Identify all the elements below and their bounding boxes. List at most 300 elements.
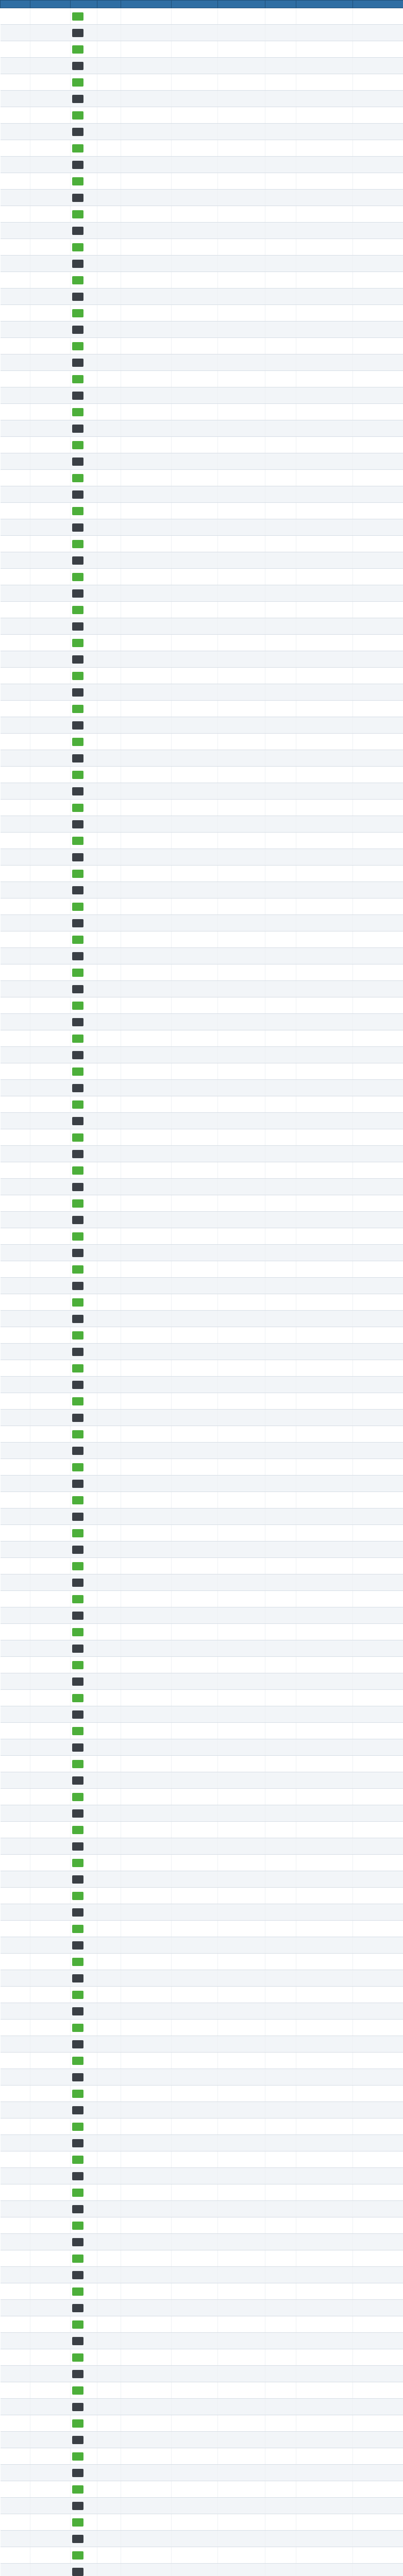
part-thumbnail-icon[interactable] bbox=[72, 2568, 83, 2576]
table-row[interactable] bbox=[1, 223, 403, 239]
table-row[interactable] bbox=[1, 2168, 403, 2184]
table-row[interactable] bbox=[1, 1294, 403, 1311]
part-thumbnail-icon[interactable] bbox=[72, 2222, 83, 2230]
table-row[interactable] bbox=[1, 206, 403, 223]
table-row[interactable] bbox=[1, 420, 403, 437]
part-thumbnail-icon[interactable] bbox=[72, 688, 83, 697]
table-row[interactable] bbox=[1, 1476, 403, 1492]
table-row[interactable] bbox=[1, 58, 403, 74]
part-thumbnail-icon[interactable] bbox=[72, 672, 83, 680]
part-thumbnail-icon[interactable] bbox=[72, 29, 83, 37]
table-row[interactable] bbox=[1, 1080, 403, 1096]
table-row[interactable] bbox=[1, 1377, 403, 1393]
table-row[interactable] bbox=[1, 2102, 403, 2119]
part-thumbnail-icon[interactable] bbox=[72, 1793, 83, 1801]
part-thumbnail-icon[interactable] bbox=[72, 540, 83, 548]
table-row[interactable] bbox=[1, 289, 403, 305]
table-row[interactable] bbox=[1, 2119, 403, 2135]
part-thumbnail-icon[interactable] bbox=[72, 1760, 83, 1768]
table-row[interactable] bbox=[1, 1607, 403, 1624]
table-row[interactable] bbox=[1, 1574, 403, 1591]
part-thumbnail-icon[interactable] bbox=[72, 1743, 83, 1752]
table-row[interactable] bbox=[1, 1888, 403, 1904]
part-thumbnail-icon[interactable] bbox=[72, 903, 83, 911]
part-thumbnail-icon[interactable] bbox=[72, 1776, 83, 1785]
table-row[interactable] bbox=[1, 1871, 403, 1888]
part-thumbnail-icon[interactable] bbox=[72, 1661, 83, 1669]
column-header-8[interactable] bbox=[265, 1, 296, 8]
table-row[interactable] bbox=[1, 124, 403, 140]
part-thumbnail-icon[interactable] bbox=[72, 1496, 83, 1504]
table-row[interactable] bbox=[1, 981, 403, 997]
part-thumbnail-icon[interactable] bbox=[72, 2057, 83, 2065]
table-row[interactable] bbox=[1, 1723, 403, 1739]
part-thumbnail-icon[interactable] bbox=[72, 2090, 83, 2098]
part-thumbnail-icon[interactable] bbox=[72, 2271, 83, 2279]
table-row[interactable] bbox=[1, 1558, 403, 1574]
table-row[interactable] bbox=[1, 1624, 403, 1640]
part-thumbnail-icon[interactable] bbox=[72, 1265, 83, 1274]
part-thumbnail-icon[interactable] bbox=[72, 952, 83, 960]
part-thumbnail-icon[interactable] bbox=[72, 2551, 83, 2560]
table-row[interactable] bbox=[1, 2465, 403, 2481]
part-thumbnail-icon[interactable] bbox=[72, 1727, 83, 1735]
part-thumbnail-icon[interactable] bbox=[72, 1051, 83, 1059]
part-thumbnail-icon[interactable] bbox=[72, 2403, 83, 2411]
table-row[interactable] bbox=[1, 2086, 403, 2102]
table-row[interactable] bbox=[1, 668, 403, 684]
column-header-2[interactable] bbox=[30, 1, 71, 8]
part-thumbnail-icon[interactable] bbox=[72, 985, 83, 993]
table-row[interactable] bbox=[1, 1954, 403, 1970]
part-thumbnail-icon[interactable] bbox=[72, 1150, 83, 1158]
part-thumbnail-icon[interactable] bbox=[72, 870, 83, 878]
part-thumbnail-icon[interactable] bbox=[72, 886, 83, 894]
table-row[interactable] bbox=[1, 1690, 403, 1706]
table-row[interactable] bbox=[1, 1443, 403, 1459]
part-thumbnail-icon[interactable] bbox=[72, 754, 83, 762]
part-thumbnail-icon[interactable] bbox=[72, 1364, 83, 1372]
part-thumbnail-icon[interactable] bbox=[72, 738, 83, 746]
part-thumbnail-icon[interactable] bbox=[72, 1628, 83, 1636]
table-row[interactable] bbox=[1, 899, 403, 915]
part-thumbnail-icon[interactable] bbox=[72, 804, 83, 812]
part-thumbnail-icon[interactable] bbox=[72, 2106, 83, 2114]
table-row[interactable] bbox=[1, 651, 403, 668]
table-row[interactable] bbox=[1, 1129, 403, 1146]
part-thumbnail-icon[interactable] bbox=[72, 2189, 83, 2197]
table-row[interactable] bbox=[1, 536, 403, 552]
table-row[interactable] bbox=[1, 239, 403, 256]
table-row[interactable] bbox=[1, 8, 403, 25]
part-thumbnail-icon[interactable] bbox=[72, 1826, 83, 1834]
table-row[interactable] bbox=[1, 2184, 403, 2201]
part-thumbnail-icon[interactable] bbox=[72, 1447, 83, 1455]
table-row[interactable] bbox=[1, 256, 403, 272]
table-row[interactable] bbox=[1, 2135, 403, 2151]
part-thumbnail-icon[interactable] bbox=[72, 705, 83, 713]
part-thumbnail-icon[interactable] bbox=[72, 2469, 83, 2477]
part-thumbnail-icon[interactable] bbox=[72, 474, 83, 482]
part-thumbnail-icon[interactable] bbox=[72, 820, 83, 828]
table-row[interactable] bbox=[1, 964, 403, 981]
table-row[interactable] bbox=[1, 569, 403, 585]
part-thumbnail-icon[interactable] bbox=[72, 425, 83, 433]
part-thumbnail-icon[interactable] bbox=[72, 2024, 83, 2032]
part-thumbnail-icon[interactable] bbox=[72, 2370, 83, 2378]
part-thumbnail-icon[interactable] bbox=[72, 2123, 83, 2131]
part-thumbnail-icon[interactable] bbox=[72, 227, 83, 235]
table-row[interactable] bbox=[1, 2531, 403, 2547]
table-row[interactable] bbox=[1, 2415, 403, 2432]
part-thumbnail-icon[interactable] bbox=[72, 1183, 83, 1191]
part-thumbnail-icon[interactable] bbox=[72, 62, 83, 70]
part-thumbnail-icon[interactable] bbox=[72, 2452, 83, 2461]
table-row[interactable] bbox=[1, 1657, 403, 1673]
column-header-4[interactable] bbox=[97, 1, 121, 8]
table-row[interactable] bbox=[1, 1212, 403, 1228]
part-thumbnail-icon[interactable] bbox=[72, 1166, 83, 1175]
table-row[interactable] bbox=[1, 1344, 403, 1360]
part-thumbnail-icon[interactable] bbox=[72, 1463, 83, 1471]
table-row[interactable] bbox=[1, 1410, 403, 1426]
table-row[interactable] bbox=[1, 866, 403, 882]
part-thumbnail-icon[interactable] bbox=[72, 161, 83, 169]
part-thumbnail-icon[interactable] bbox=[72, 1925, 83, 1933]
table-row[interactable] bbox=[1, 1541, 403, 1558]
table-row[interactable] bbox=[1, 338, 403, 354]
part-thumbnail-icon[interactable] bbox=[72, 1232, 83, 1241]
table-row[interactable] bbox=[1, 2267, 403, 2283]
part-thumbnail-icon[interactable] bbox=[72, 359, 83, 367]
part-thumbnail-icon[interactable] bbox=[72, 45, 83, 54]
part-thumbnail-icon[interactable] bbox=[72, 787, 83, 795]
part-thumbnail-icon[interactable] bbox=[72, 1298, 83, 1307]
part-thumbnail-icon[interactable] bbox=[72, 1117, 83, 1125]
table-row[interactable] bbox=[1, 1805, 403, 1822]
table-row[interactable] bbox=[1, 1426, 403, 1443]
part-thumbnail-icon[interactable] bbox=[72, 1249, 83, 1257]
table-row[interactable] bbox=[1, 453, 403, 470]
table-row[interactable] bbox=[1, 1904, 403, 1921]
table-row[interactable] bbox=[1, 1739, 403, 1756]
table-row[interactable] bbox=[1, 767, 403, 783]
table-row[interactable] bbox=[1, 2498, 403, 2514]
part-thumbnail-icon[interactable] bbox=[72, 441, 83, 449]
table-row[interactable] bbox=[1, 1327, 403, 1344]
table-row[interactable] bbox=[1, 1987, 403, 2003]
table-row[interactable] bbox=[1, 371, 403, 387]
table-row[interactable] bbox=[1, 948, 403, 964]
column-header-1[interactable] bbox=[1, 1, 30, 8]
table-row[interactable] bbox=[1, 354, 403, 371]
part-thumbnail-icon[interactable] bbox=[72, 1991, 83, 1999]
column-header-5[interactable] bbox=[121, 1, 172, 8]
table-row[interactable] bbox=[1, 2053, 403, 2069]
part-thumbnail-icon[interactable] bbox=[72, 243, 83, 251]
table-row[interactable] bbox=[1, 1179, 403, 1195]
table-row[interactable] bbox=[1, 1096, 403, 1113]
table-row[interactable] bbox=[1, 2349, 403, 2366]
part-thumbnail-icon[interactable] bbox=[72, 2172, 83, 2180]
part-thumbnail-icon[interactable] bbox=[72, 2502, 83, 2510]
table-row[interactable] bbox=[1, 157, 403, 173]
part-thumbnail-icon[interactable] bbox=[72, 95, 83, 103]
part-thumbnail-icon[interactable] bbox=[72, 408, 83, 416]
table-row[interactable] bbox=[1, 2036, 403, 2053]
column-header-7[interactable] bbox=[218, 1, 265, 8]
table-row[interactable] bbox=[1, 1047, 403, 1063]
part-thumbnail-icon[interactable] bbox=[72, 1199, 83, 1208]
table-row[interactable] bbox=[1, 1195, 403, 1212]
table-row[interactable] bbox=[1, 2151, 403, 2168]
column-header-10[interactable] bbox=[353, 1, 403, 8]
part-thumbnail-icon[interactable] bbox=[72, 1694, 83, 1702]
table-row[interactable] bbox=[1, 1492, 403, 1509]
part-thumbnail-icon[interactable] bbox=[72, 12, 83, 21]
table-row[interactable] bbox=[1, 2564, 403, 2576]
table-row[interactable] bbox=[1, 486, 403, 503]
part-thumbnail-icon[interactable] bbox=[72, 276, 83, 284]
part-thumbnail-icon[interactable] bbox=[72, 2139, 83, 2147]
part-thumbnail-icon[interactable] bbox=[72, 771, 83, 779]
part-thumbnail-icon[interactable] bbox=[72, 342, 83, 350]
table-row[interactable] bbox=[1, 519, 403, 536]
column-header-6[interactable] bbox=[172, 1, 218, 8]
table-row[interactable] bbox=[1, 1311, 403, 1327]
part-thumbnail-icon[interactable] bbox=[72, 1595, 83, 1603]
part-thumbnail-icon[interactable] bbox=[72, 1430, 83, 1438]
table-row[interactable] bbox=[1, 2316, 403, 2333]
part-thumbnail-icon[interactable] bbox=[72, 1414, 83, 1422]
part-thumbnail-icon[interactable] bbox=[72, 309, 83, 317]
part-thumbnail-icon[interactable] bbox=[72, 2304, 83, 2312]
table-row[interactable] bbox=[1, 1360, 403, 1377]
table-row[interactable] bbox=[1, 2300, 403, 2316]
part-thumbnail-icon[interactable] bbox=[72, 573, 83, 581]
table-row[interactable] bbox=[1, 2333, 403, 2349]
part-thumbnail-icon[interactable] bbox=[72, 1397, 83, 1405]
table-row[interactable] bbox=[1, 2201, 403, 2217]
part-thumbnail-icon[interactable] bbox=[72, 1282, 83, 1290]
part-thumbnail-icon[interactable] bbox=[72, 392, 83, 400]
table-row[interactable] bbox=[1, 2003, 403, 2020]
part-thumbnail-icon[interactable] bbox=[72, 2485, 83, 2494]
table-row[interactable] bbox=[1, 1706, 403, 1723]
table-row[interactable] bbox=[1, 1838, 403, 1855]
table-row[interactable] bbox=[1, 1640, 403, 1657]
part-thumbnail-icon[interactable] bbox=[72, 1002, 83, 1010]
table-row[interactable] bbox=[1, 717, 403, 734]
part-thumbnail-icon[interactable] bbox=[72, 1579, 83, 1587]
part-thumbnail-icon[interactable] bbox=[72, 919, 83, 927]
part-thumbnail-icon[interactable] bbox=[72, 1546, 83, 1554]
table-row[interactable] bbox=[1, 2432, 403, 2448]
part-thumbnail-icon[interactable] bbox=[72, 1892, 83, 1900]
part-thumbnail-icon[interactable] bbox=[72, 1645, 83, 1653]
table-row[interactable] bbox=[1, 1228, 403, 1245]
table-row[interactable] bbox=[1, 750, 403, 767]
part-thumbnail-icon[interactable] bbox=[72, 639, 83, 647]
table-row[interactable] bbox=[1, 173, 403, 190]
part-thumbnail-icon[interactable] bbox=[72, 490, 83, 499]
table-row[interactable] bbox=[1, 387, 403, 404]
part-thumbnail-icon[interactable] bbox=[72, 1529, 83, 1537]
table-row[interactable] bbox=[1, 1030, 403, 1047]
part-thumbnail-icon[interactable] bbox=[72, 721, 83, 730]
table-row[interactable] bbox=[1, 635, 403, 651]
part-thumbnail-icon[interactable] bbox=[72, 293, 83, 301]
table-row[interactable] bbox=[1, 437, 403, 453]
part-thumbnail-icon[interactable] bbox=[72, 1941, 83, 1950]
table-row[interactable] bbox=[1, 2448, 403, 2465]
table-row[interactable] bbox=[1, 2283, 403, 2300]
table-row[interactable] bbox=[1, 503, 403, 519]
part-thumbnail-icon[interactable] bbox=[72, 375, 83, 383]
table-row[interactable] bbox=[1, 816, 403, 833]
part-thumbnail-icon[interactable] bbox=[72, 1677, 83, 1686]
part-thumbnail-icon[interactable] bbox=[72, 2320, 83, 2329]
part-thumbnail-icon[interactable] bbox=[72, 128, 83, 136]
part-thumbnail-icon[interactable] bbox=[72, 1133, 83, 1142]
part-thumbnail-icon[interactable] bbox=[72, 2436, 83, 2444]
part-thumbnail-icon[interactable] bbox=[72, 2007, 83, 2015]
table-row[interactable] bbox=[1, 931, 403, 948]
table-row[interactable] bbox=[1, 849, 403, 866]
part-thumbnail-icon[interactable] bbox=[72, 1100, 83, 1109]
table-row[interactable] bbox=[1, 1525, 403, 1541]
table-row[interactable] bbox=[1, 1245, 403, 1261]
table-row[interactable] bbox=[1, 2250, 403, 2267]
table-row[interactable] bbox=[1, 25, 403, 41]
part-thumbnail-icon[interactable] bbox=[72, 2518, 83, 2527]
table-row[interactable] bbox=[1, 2514, 403, 2531]
table-row[interactable] bbox=[1, 74, 403, 91]
table-row[interactable] bbox=[1, 1014, 403, 1030]
table-row[interactable] bbox=[1, 190, 403, 206]
part-thumbnail-icon[interactable] bbox=[72, 655, 83, 664]
table-row[interactable] bbox=[1, 91, 403, 107]
part-thumbnail-icon[interactable] bbox=[72, 1875, 83, 1884]
table-row[interactable] bbox=[1, 404, 403, 420]
table-row[interactable] bbox=[1, 734, 403, 750]
part-thumbnail-icon[interactable] bbox=[72, 1018, 83, 1026]
table-row[interactable] bbox=[1, 2069, 403, 2086]
table-row[interactable] bbox=[1, 41, 403, 58]
table-row[interactable] bbox=[1, 470, 403, 486]
table-row[interactable] bbox=[1, 2234, 403, 2250]
table-row[interactable] bbox=[1, 1855, 403, 1871]
table-row[interactable] bbox=[1, 800, 403, 816]
table-row[interactable] bbox=[1, 2020, 403, 2036]
part-thumbnail-icon[interactable] bbox=[72, 2255, 83, 2263]
table-row[interactable] bbox=[1, 1772, 403, 1789]
table-row[interactable] bbox=[1, 1789, 403, 1805]
part-thumbnail-icon[interactable] bbox=[72, 1809, 83, 1818]
part-thumbnail-icon[interactable] bbox=[72, 1480, 83, 1488]
part-thumbnail-icon[interactable] bbox=[72, 969, 83, 977]
table-row[interactable] bbox=[1, 1937, 403, 1954]
table-row[interactable] bbox=[1, 1509, 403, 1525]
column-header-3[interactable] bbox=[71, 1, 97, 8]
table-row[interactable] bbox=[1, 1756, 403, 1772]
part-thumbnail-icon[interactable] bbox=[72, 1513, 83, 1521]
table-row[interactable] bbox=[1, 2481, 403, 2498]
part-thumbnail-icon[interactable] bbox=[72, 1974, 83, 1982]
table-row[interactable] bbox=[1, 1673, 403, 1690]
part-thumbnail-icon[interactable] bbox=[72, 1958, 83, 1966]
part-thumbnail-icon[interactable] bbox=[72, 2353, 83, 2362]
table-row[interactable] bbox=[1, 140, 403, 157]
part-thumbnail-icon[interactable] bbox=[72, 144, 83, 152]
part-thumbnail-icon[interactable] bbox=[72, 853, 83, 861]
table-row[interactable] bbox=[1, 2382, 403, 2399]
part-thumbnail-icon[interactable] bbox=[72, 2535, 83, 2543]
table-row[interactable] bbox=[1, 1063, 403, 1080]
part-thumbnail-icon[interactable] bbox=[72, 1216, 83, 1224]
part-thumbnail-icon[interactable] bbox=[72, 2040, 83, 2048]
table-row[interactable] bbox=[1, 2547, 403, 2564]
table-row[interactable] bbox=[1, 585, 403, 602]
table-row[interactable] bbox=[1, 1162, 403, 1179]
table-row[interactable] bbox=[1, 1393, 403, 1410]
part-thumbnail-icon[interactable] bbox=[72, 2386, 83, 2395]
table-row[interactable] bbox=[1, 2399, 403, 2415]
part-thumbnail-icon[interactable] bbox=[72, 1562, 83, 1570]
part-thumbnail-icon[interactable] bbox=[72, 2205, 83, 2213]
part-thumbnail-icon[interactable] bbox=[72, 1348, 83, 1356]
part-thumbnail-icon[interactable] bbox=[72, 78, 83, 87]
part-thumbnail-icon[interactable] bbox=[72, 837, 83, 845]
part-thumbnail-icon[interactable] bbox=[72, 507, 83, 515]
table-row[interactable] bbox=[1, 684, 403, 701]
part-thumbnail-icon[interactable] bbox=[72, 1381, 83, 1389]
table-row[interactable] bbox=[1, 882, 403, 899]
part-thumbnail-icon[interactable] bbox=[72, 1710, 83, 1719]
table-row[interactable] bbox=[1, 2217, 403, 2234]
table-row[interactable] bbox=[1, 618, 403, 635]
table-row[interactable] bbox=[1, 1278, 403, 1294]
table-row[interactable] bbox=[1, 1146, 403, 1162]
table-row[interactable] bbox=[1, 701, 403, 717]
table-row[interactable] bbox=[1, 602, 403, 618]
part-thumbnail-icon[interactable] bbox=[72, 1859, 83, 1867]
table-row[interactable] bbox=[1, 833, 403, 849]
table-row[interactable] bbox=[1, 305, 403, 321]
table-row[interactable] bbox=[1, 1261, 403, 1278]
part-thumbnail-icon[interactable] bbox=[72, 111, 83, 120]
table-row[interactable] bbox=[1, 552, 403, 569]
part-thumbnail-icon[interactable] bbox=[72, 2156, 83, 2164]
table-row[interactable] bbox=[1, 997, 403, 1014]
table-row[interactable] bbox=[1, 1591, 403, 1607]
part-thumbnail-icon[interactable] bbox=[72, 260, 83, 268]
table-row[interactable] bbox=[1, 2366, 403, 2382]
part-thumbnail-icon[interactable] bbox=[72, 194, 83, 202]
part-thumbnail-icon[interactable] bbox=[72, 1612, 83, 1620]
part-thumbnail-icon[interactable] bbox=[72, 1035, 83, 1043]
part-thumbnail-icon[interactable] bbox=[72, 556, 83, 565]
column-header-9[interactable] bbox=[296, 1, 353, 8]
table-row[interactable] bbox=[1, 915, 403, 931]
part-thumbnail-icon[interactable] bbox=[72, 622, 83, 631]
part-thumbnail-icon[interactable] bbox=[72, 177, 83, 185]
part-thumbnail-icon[interactable] bbox=[72, 1908, 83, 1917]
part-thumbnail-icon[interactable] bbox=[72, 2419, 83, 2428]
part-thumbnail-icon[interactable] bbox=[72, 1084, 83, 1092]
table-row[interactable] bbox=[1, 272, 403, 289]
part-thumbnail-icon[interactable] bbox=[72, 606, 83, 614]
